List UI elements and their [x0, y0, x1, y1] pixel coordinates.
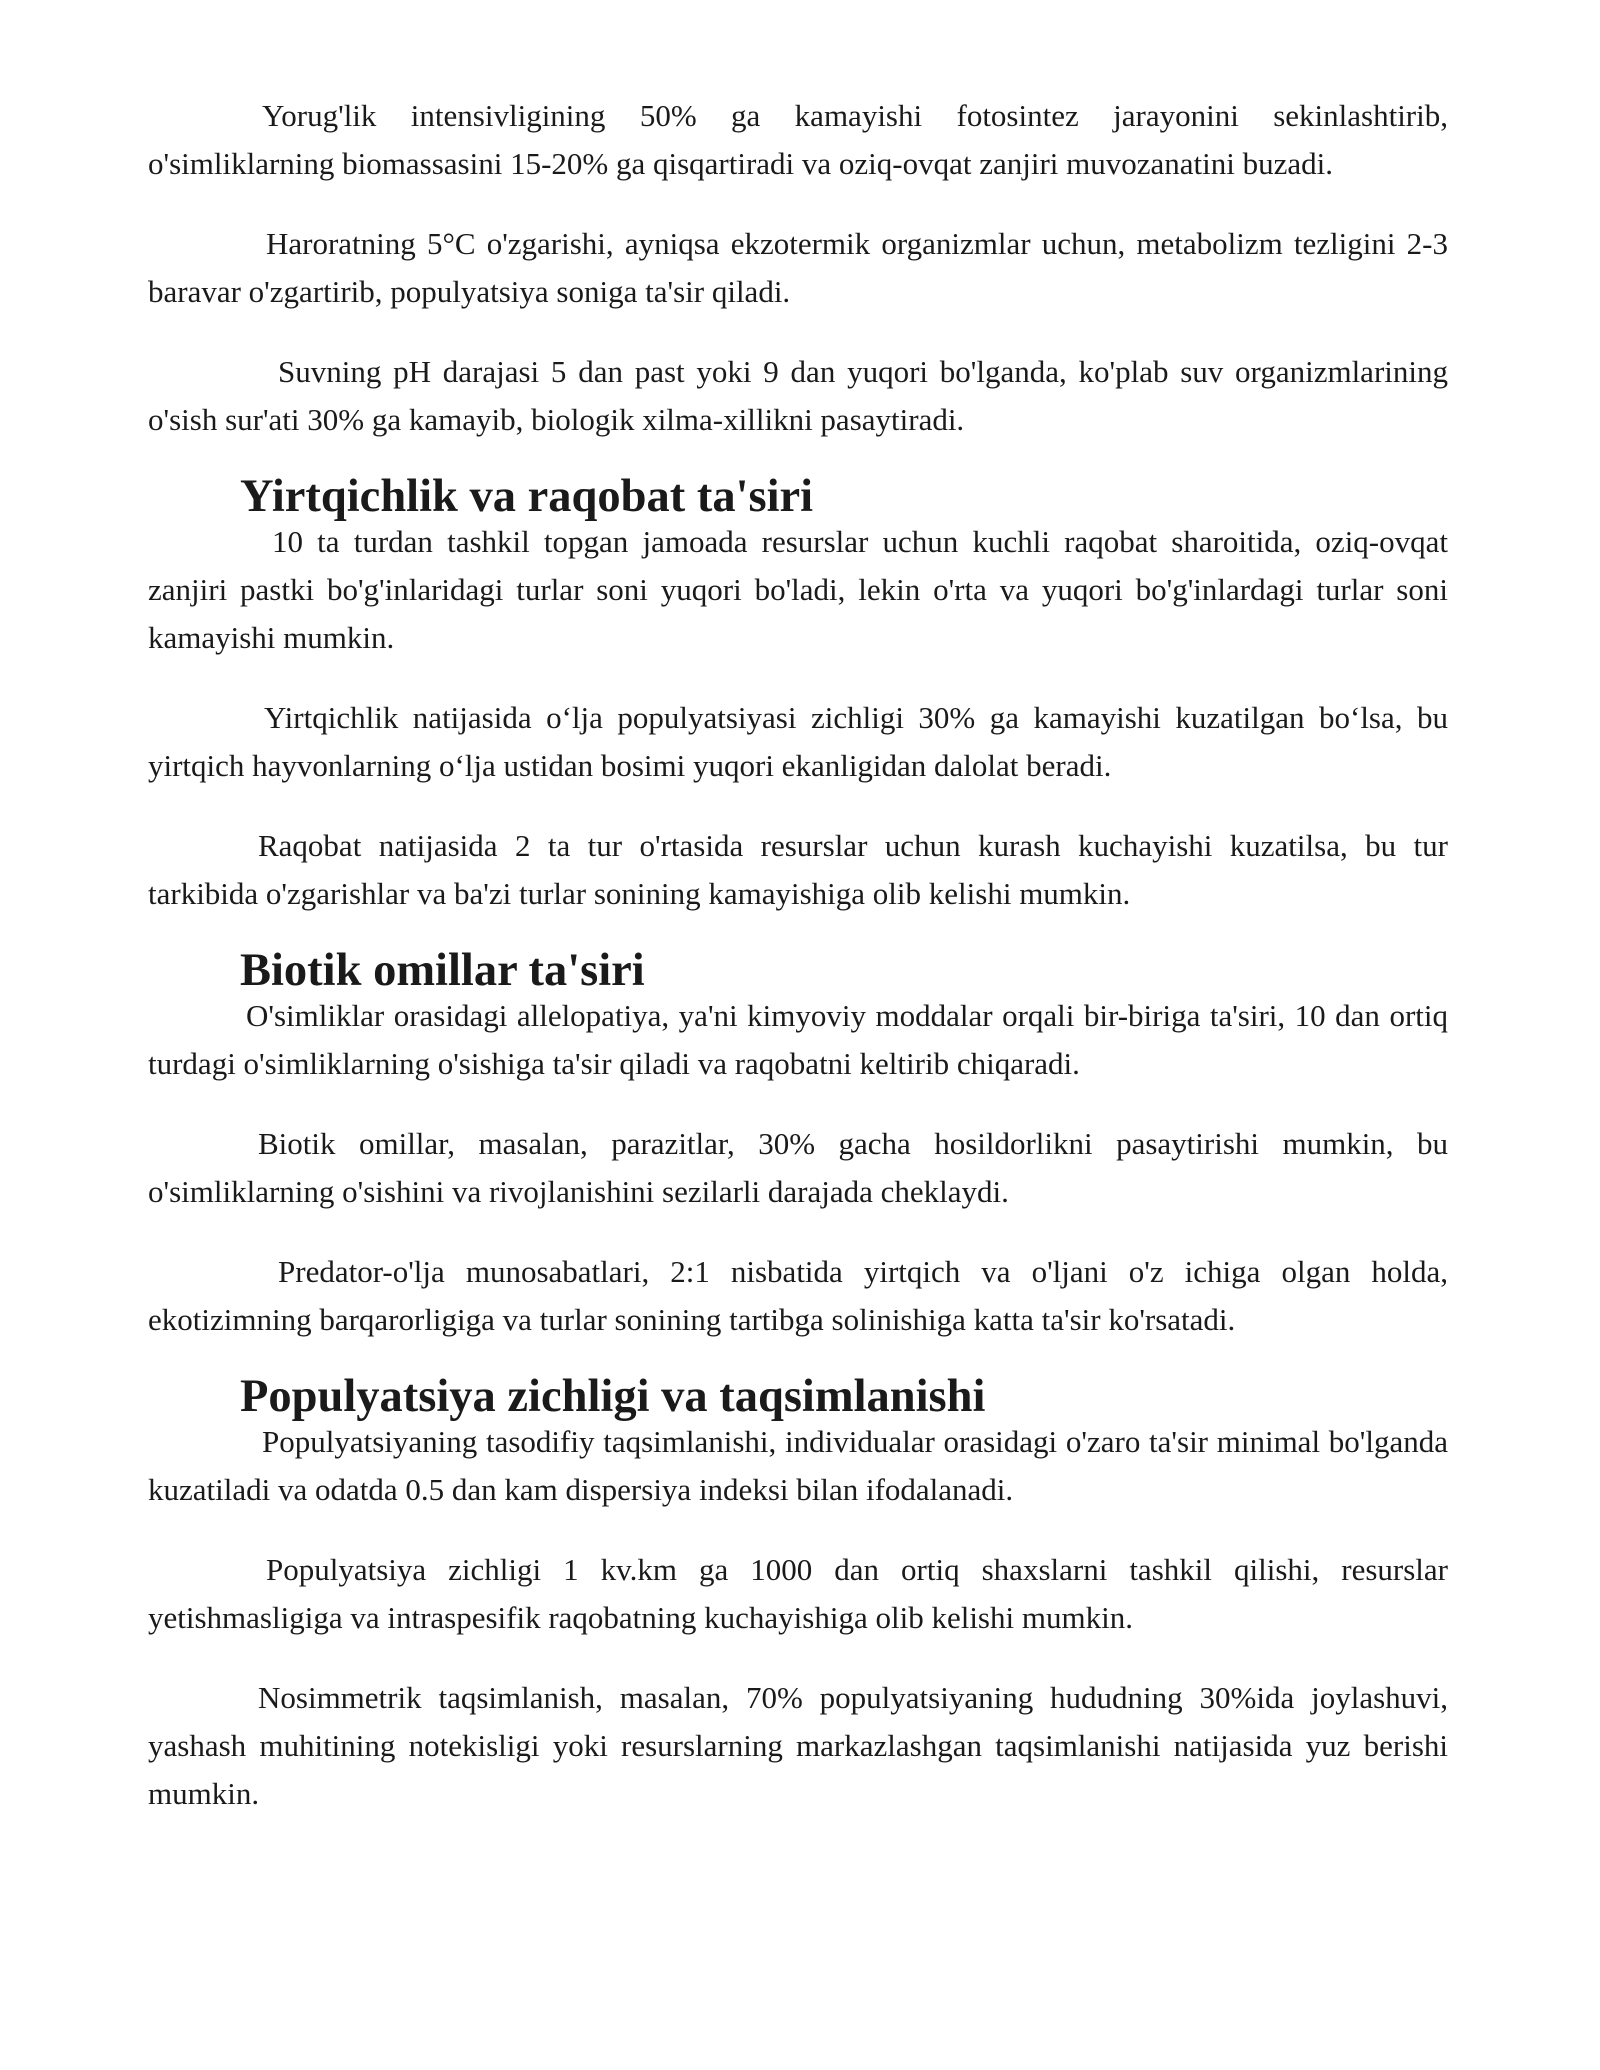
paragraph-community-competition: 10 ta turdan tashkil topgan jamoada resurslar uchun kuchli raqobat sharoitida, oziq-ovqat zanjiri pastki bo'g'inlaridagi turlar soni yuqori bo'ladi, lekin o'rta va yuqori bo'g'inlardagi turlar soni kamayishi mumkin. — [148, 524, 1448, 655]
paragraph-light-intensity: Yorug'lik intensivligining 50% ga kamayishi fotosintez jarayonini sekinlashtirib, o'simliklarning biomassasini 15-20% ga qisqartiradi va oziq-ovqat zanjiri muvozanatini buzadi. — [148, 98, 1448, 181]
document-page — [148, 92, 1448, 1818]
paragraph-population-density: Populyatsiya zichligi 1 kv.km ga 1000 dan ortiq shaxslarni tashkil qilishi, resurslar yetishmasligiga va intraspesifik raqobatning kuchayishiga olib kelishi mumkin. — [148, 1552, 1448, 1635]
paragraph-predation-density: Yirtqichlik natijasida o‘lja populyatsiyasi zichligi 30% ga kamayishi kuzatilgan bo‘lsa, bu yirtqich hayvonlarning o‘lja ustidan bosimi yuqori ekanligidan dalolat beradi. — [148, 700, 1448, 783]
paragraph-parasites: Biotik omillar, masalan, parazitlar, 30% gacha hosildorlikni pasaytirishi mumkin, bu o'simliklarning o'sishini va rivojlanishini sezilarli darajada cheklaydi. — [148, 1126, 1448, 1209]
paragraph-competition-species: Raqobat natijasida 2 ta tur o'rtasida resurslar uchun kurash kuchayishi kuzatilsa, bu tur tarkibida o'zgarishlar va ba'zi turlar sonining kamayishiga olib kelishi mumkin. — [148, 828, 1448, 911]
paragraph-water-ph: Suvning pH darajasi 5 dan past yoki 9 dan yuqori bo'lganda, ko'plab suv organizmlarining o'sish sur'ati 30% ga kamayib, biologik xilma-xillikni pasaytiradi. — [148, 354, 1448, 437]
paragraph-random-distribution: Populyatsiyaning tasodifiy taqsimlanishi, individualar orasidagi o'zaro ta'sir minimal bo'lganda kuzatiladi va odatda 0.5 dan kam dispersiya indeksi bilan ifodalanadi. — [148, 1424, 1448, 1507]
paragraph-asymmetric-distribution: Nosimmetrik taqsimlanish, masalan, 70% populyatsiyaning hududning 30%ida joylashuvi, yashash muhitining notekisligi yoki resurslarning markazlashgan taqsimlanishi natijasida yuz berishi mumkin. — [148, 1680, 1448, 1811]
heading-population-density: Populyatsiya zichligi va taqsimlanishi — [240, 1371, 986, 1422]
paragraph-allelopathy: O'simliklar orasidagi allelopatiya, ya'ni kimyoviy moddalar orqali bir-biriga ta'siri, 10 dan ortiq turdagi o'simliklarning o'sishiga ta'sir qiladi va raqobatni keltirib chiqaradi. — [148, 998, 1448, 1081]
paragraph-temperature: Haroratning 5°C o'zgarishi, ayniqsa ekzotermik organizmlar uchun, metabolizm tezligini 2-3 baravar o'zgartirib, populyatsiya soniga ta'sir qiladi. — [148, 226, 1448, 309]
heading-biotic-factors: Biotik omillar ta'siri — [240, 945, 645, 996]
paragraph-predator-prey: Predator-o'lja munosabatlari, 2:1 nisbatida yirtqich va o'ljani o'z ichiga olgan holda, ekotizimning barqarorligiga va turlar sonining tartibga solinishiga katta ta'sir ko'rsatadi. — [148, 1254, 1448, 1337]
heading-predation-competition: Yirtqichlik va raqobat ta'siri — [240, 471, 814, 522]
